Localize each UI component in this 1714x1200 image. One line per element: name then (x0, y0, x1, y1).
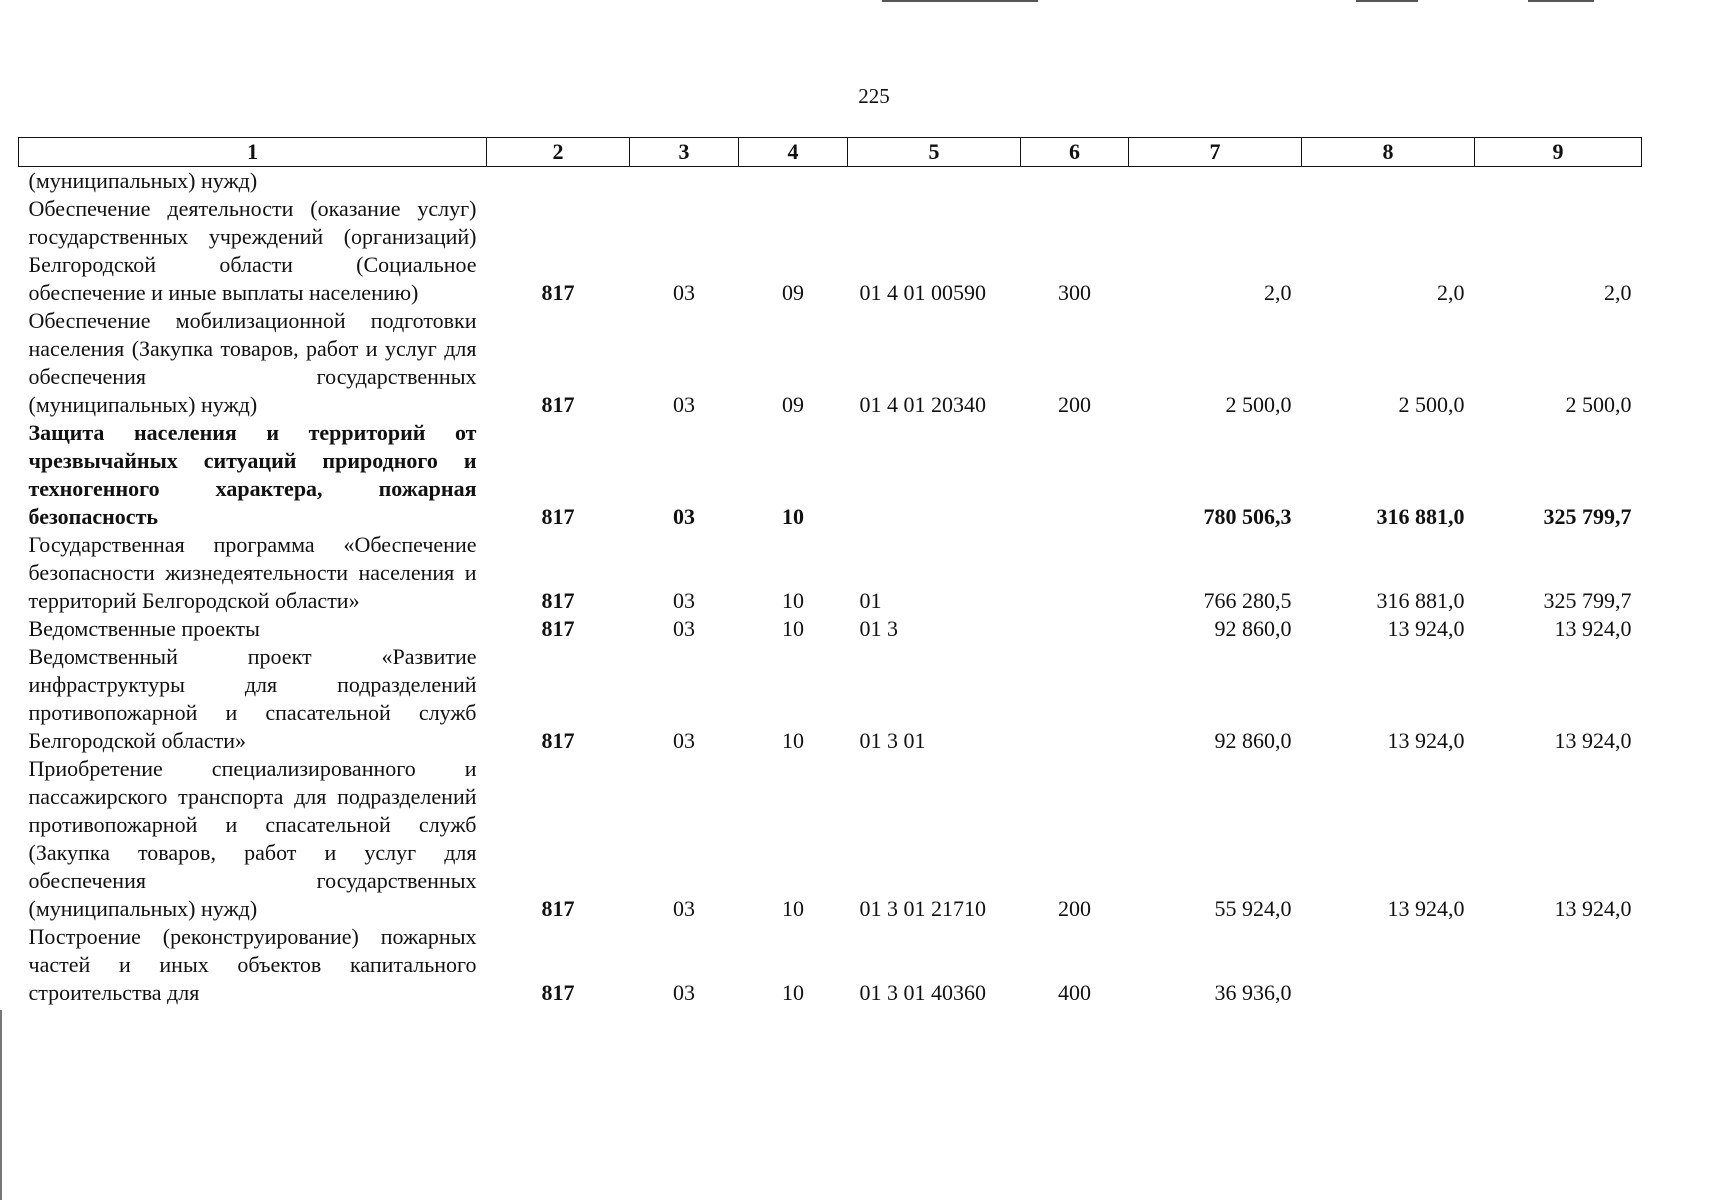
row-target-article: 01 4 01 00590 (859, 280, 986, 305)
row-target-article: 01 3 (859, 616, 898, 641)
row-section-code: 03 (673, 280, 695, 305)
column-number-header (19, 138, 1642, 167)
row-expense-type (1021, 419, 1129, 531)
row-amount-year-3: 13 924,0 (1554, 728, 1632, 753)
row-expense-type (1021, 615, 1129, 643)
row-subsection-code: 10 (782, 896, 804, 921)
page-number: 225 (858, 84, 890, 108)
row-section-code: 03 (673, 728, 695, 753)
row-section-code: 03 (673, 504, 695, 529)
row-amount-year-3: 325 799,7 (1543, 504, 1632, 529)
row-name: Обеспечение мобилизационной подготовки населения (Закупка товаров, работ и услуг для обеспечения государственных (муниципальных) нужд) (28, 308, 477, 417)
row-name: (муниципальных) нужд) (28, 168, 258, 193)
row-expense-type (1021, 531, 1129, 615)
row-target-article (848, 419, 1021, 531)
row-name: Защита населения и территорий от чрезвычайных ситуаций природного и техногенного характера, пожарная безопасность (28, 420, 477, 529)
row-amount-year-3 (1475, 167, 1642, 196)
budget-table (18, 137, 1642, 1007)
row-amount-year-1 (1129, 167, 1302, 196)
row-amount-year-3: 13 924,0 (1554, 616, 1632, 641)
row-ved-code (487, 167, 630, 196)
row-name: Приобретение специализированного и пассажирского транспорта для подразделений противопожарной и спасательной служб (Закупка товаров, работ и услуг для обеспечения государственных (муниципальных) нужд) (28, 756, 477, 921)
column-header: 1 (19, 138, 487, 167)
row-expense-type (1021, 643, 1129, 755)
row-subsection-code: 09 (782, 392, 804, 417)
row-section-code: 03 (673, 980, 695, 1005)
row-subsection-code: 09 (782, 280, 804, 305)
scan-artifact-line (1356, 0, 1418, 2)
row-amount-year-2: 316 881,0 (1376, 504, 1465, 529)
row-section-code: 03 (673, 616, 695, 641)
row-amount-year-1: 36 936,0 (1214, 980, 1292, 1005)
row-amount-year-2: 13 924,0 (1387, 616, 1465, 641)
table-row (19, 643, 1642, 755)
row-ved-code: 817 (541, 280, 575, 305)
column-header: 7 (1129, 138, 1302, 167)
row-amount-year-3: 325 799,7 (1543, 588, 1632, 613)
column-header: 2 (487, 138, 630, 167)
table-row (19, 195, 1642, 307)
row-expense-type: 200 (1058, 896, 1091, 921)
row-amount-year-3: 2,0 (1604, 280, 1632, 305)
row-ved-code: 817 (541, 896, 575, 921)
table-row (19, 167, 1642, 196)
column-header: 4 (739, 138, 848, 167)
row-amount-year-1: 780 506,3 (1203, 504, 1292, 529)
row-amount-year-2 (1302, 923, 1475, 1007)
column-header: 6 (1021, 138, 1129, 167)
row-subsection-code: 10 (782, 980, 804, 1005)
row-subsection-code: 10 (782, 616, 804, 641)
row-name: Обеспечение деятельности (оказание услуг) государственных учреждений (организаций) Белгородской области (Социальное обеспечение и иные выплаты населению) (28, 196, 477, 305)
row-expense-type: 200 (1058, 392, 1091, 417)
table-row (19, 419, 1642, 531)
row-amount-year-1: 55 924,0 (1214, 896, 1292, 921)
column-header: 9 (1475, 138, 1642, 167)
column-header: 5 (848, 138, 1021, 167)
row-name: Государственная программа «Обеспечение безопасности жизнедеятельности населения и территорий Белгородской области» (28, 532, 477, 613)
row-amount-year-1: 92 860,0 (1214, 728, 1292, 753)
row-amount-year-3: 13 924,0 (1554, 896, 1632, 921)
scan-artifact-edge (0, 1010, 2, 1200)
row-name: Ведомственный проект «Развитие инфраструктуры для подразделений противопожарной и спасательной служб Белгородской области» (28, 644, 477, 753)
row-amount-year-3 (1475, 923, 1642, 1007)
row-amount-year-2: 13 924,0 (1387, 896, 1465, 921)
row-ved-code: 817 (541, 504, 575, 529)
row-amount-year-3: 2 500,0 (1565, 392, 1632, 417)
scan-artifact-line (1528, 0, 1594, 2)
table-row (19, 615, 1642, 643)
row-target-article: 01 3 01 40360 (859, 980, 986, 1005)
row-section-code: 03 (673, 588, 695, 613)
row-target-article (848, 167, 1021, 196)
row-ved-code: 817 (541, 980, 575, 1005)
row-subsection-code: 10 (782, 504, 804, 529)
column-header: 3 (630, 138, 739, 167)
table-row (19, 307, 1642, 419)
row-ved-code: 817 (541, 392, 575, 417)
row-amount-year-2: 2,0 (1437, 280, 1465, 305)
row-amount-year-2: 316 881,0 (1376, 588, 1465, 613)
row-subsection-code: 10 (782, 728, 804, 753)
row-target-article: 01 (859, 588, 882, 613)
table-row (19, 755, 1642, 923)
row-section-code: 03 (673, 896, 695, 921)
row-target-article: 01 4 01 20340 (859, 392, 986, 417)
row-amount-year-1: 2,0 (1264, 280, 1292, 305)
scan-artifact-line (882, 0, 1038, 2)
row-expense-type (1021, 167, 1129, 196)
row-ved-code: 817 (541, 616, 575, 641)
row-name: Ведомственные проекты (28, 616, 260, 641)
row-amount-year-1: 766 280,5 (1203, 588, 1292, 613)
row-section-code (630, 167, 739, 196)
row-expense-type: 400 (1058, 980, 1091, 1005)
row-amount-year-1: 2 500,0 (1225, 392, 1292, 417)
column-header: 8 (1302, 138, 1475, 167)
row-subsection-code: 10 (782, 588, 804, 613)
row-amount-year-2: 13 924,0 (1387, 728, 1465, 753)
row-target-article: 01 3 01 21710 (859, 896, 986, 921)
row-amount-year-1: 92 860,0 (1214, 616, 1292, 641)
row-amount-year-2 (1302, 167, 1475, 196)
row-expense-type: 300 (1058, 280, 1091, 305)
row-name: Построение (реконструирование) пожарных частей и иных объектов капитального строительства для (28, 924, 477, 1005)
row-ved-code: 817 (541, 588, 575, 613)
table-row (19, 923, 1642, 1007)
row-section-code: 03 (673, 392, 695, 417)
row-amount-year-2: 2 500,0 (1398, 392, 1465, 417)
row-subsection-code (739, 167, 848, 196)
row-target-article: 01 3 01 (859, 728, 926, 753)
table-row (19, 531, 1642, 615)
row-ved-code: 817 (541, 728, 575, 753)
